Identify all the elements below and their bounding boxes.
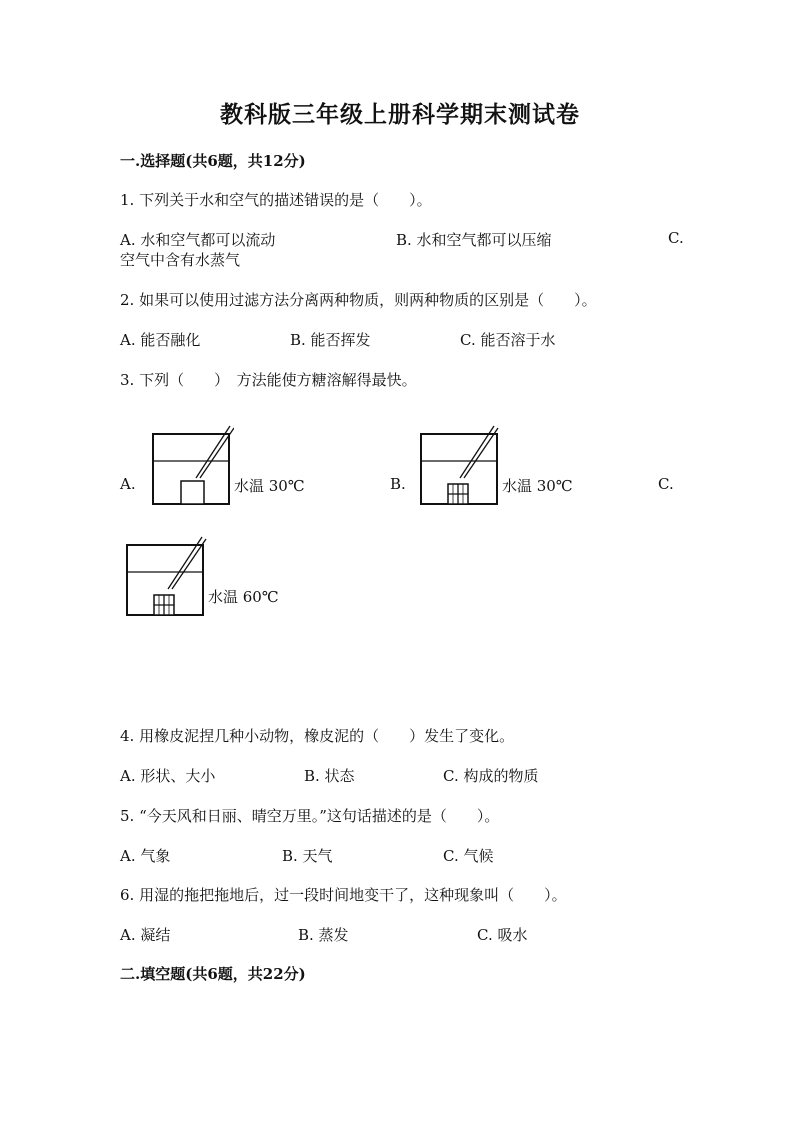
q3-temp-c: 水温 60℃	[208, 588, 279, 606]
q3-beaker-a	[150, 424, 234, 506]
question-2-stem: 2. 如果可以使用过滤方法分离两种物质，则两种物质的区别是（ ）。	[120, 291, 597, 309]
q3-temp-b: 水温 30℃	[502, 477, 573, 495]
q2-option-a: A. 能否融化	[120, 331, 201, 349]
q1-option-b: B. 水和空气都可以压缩	[396, 231, 552, 249]
q5-option-c: C. 气候	[443, 847, 494, 865]
q4-option-b: B. 状态	[304, 767, 355, 785]
q6-option-a: A. 凝结	[120, 926, 171, 944]
q1-option-a: A. 水和空气都可以流动	[120, 231, 276, 249]
question-3-stem: 3. 下列（ ） 方法能使方糖溶解得最快。	[120, 371, 417, 389]
q3-option-b-label: B.	[390, 475, 406, 493]
exam-title: 教科版三年级上册科学期末测试卷	[220, 101, 580, 128]
q4-option-c: C. 构成的物质	[443, 767, 539, 785]
q1-option-c-text: 空气中含有水蒸气	[120, 251, 241, 269]
question-1-stem: 1. 下列关于水和空气的描述错误的是（ ）。	[120, 191, 432, 209]
q2-option-c: C. 能否溶于水	[460, 331, 556, 349]
section-heading-fill: 二.填空题(共6题，共22分)	[120, 965, 306, 983]
q4-option-a: A. 形状、大小	[120, 767, 216, 785]
q5-option-a: A. 气象	[120, 847, 171, 865]
q6-option-b: B. 蒸发	[298, 926, 349, 944]
q5-option-b: B. 天气	[282, 847, 333, 865]
q1-option-c-label: C.	[668, 229, 684, 247]
question-4-stem: 4. 用橡皮泥捏几种小动物，橡皮泥的（ ）发生了变化。	[120, 727, 515, 745]
q3-beaker-c	[124, 535, 208, 617]
q3-option-c-label: C.	[658, 475, 674, 493]
q3-temp-a: 水温 30℃	[234, 477, 305, 495]
question-5-stem: 5. “今天风和日丽、晴空万里。”这句话描述的是（ ）。	[120, 807, 500, 825]
question-6-stem: 6. 用湿的拖把拖地后，过一段时间地变干了，这种现象叫（ ）。	[120, 886, 567, 904]
q3-beaker-b	[418, 424, 502, 506]
section-heading-choice: 一.选择题(共6题，共12分)	[120, 152, 306, 170]
q3-option-a-label: A.	[120, 475, 136, 493]
q2-option-b: B. 能否挥发	[290, 331, 371, 349]
q6-option-c: C. 吸水	[477, 926, 528, 944]
